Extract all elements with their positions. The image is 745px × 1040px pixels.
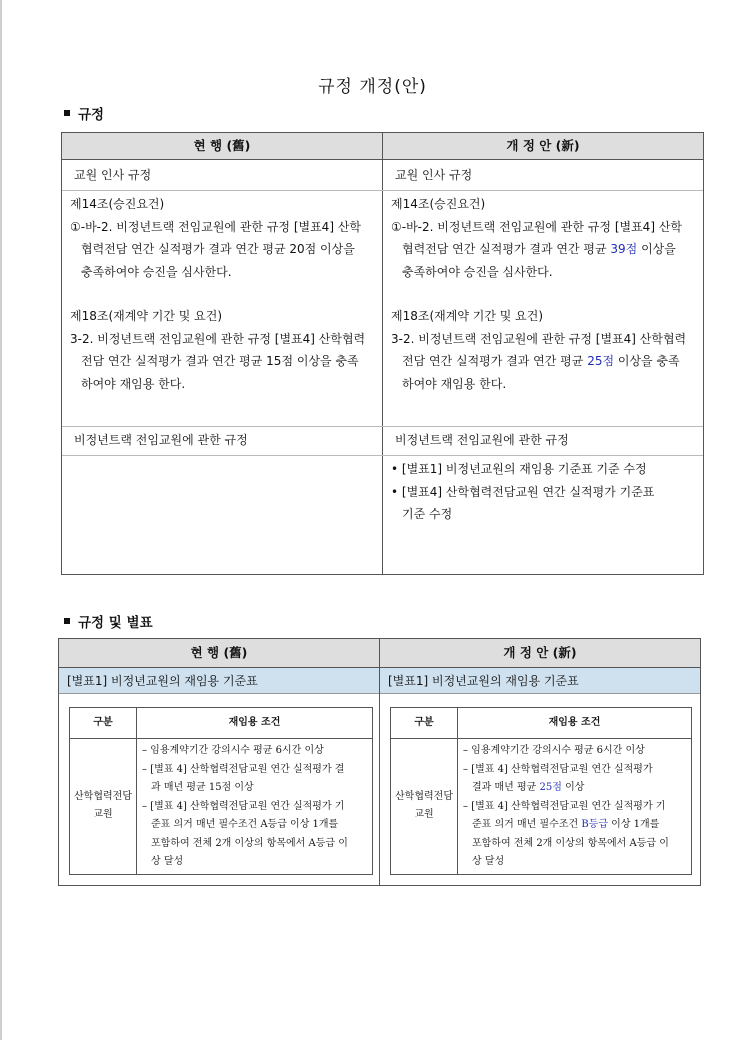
article-18-line: 하여야 재임용 한다. — [81, 376, 186, 391]
square-bullet-icon — [64, 110, 70, 116]
conditions-current — [142, 742, 372, 872]
new-articles — [391, 193, 699, 395]
article-18-line: 3-2. 비정년트랙 전임교원에 관한 규정 [별표4] 산학협력 — [70, 331, 366, 346]
section-heading-regulations-appendix — [64, 611, 153, 631]
condition-item: – [별표 4] 산학협력전담교원 연간 실적평가 결 — [142, 763, 345, 775]
article-18-title: 제18조(재계약 기간 및 요건) — [391, 309, 543, 323]
category-label: 산학협력전담 교원 — [74, 791, 132, 820]
condition-item: 포함하여 전체 2개 이상의 항목에서 A등급 이 — [472, 837, 669, 849]
category-label: 산학협력전담 교원 — [395, 791, 453, 820]
condition-item: 준표 의거 매년 필수조건 A등급 이상 1개를 — [151, 819, 339, 830]
bullet-item: • [별표1] 비정년교원의 재임용 기준표 기준 수정 — [391, 462, 647, 476]
criteria-table-new — [390, 707, 692, 875]
article-18-line: 하여야 재임용 한다. — [402, 376, 507, 391]
subheader-current: [별표1] 비정년교원의 재임용 기준표 — [59, 668, 379, 694]
row-divider — [62, 190, 703, 191]
condition-item: 포함하여 전체 2개 이상의 항목에서 A등급 이 — [151, 837, 348, 849]
conditions-new — [463, 742, 691, 872]
comparison-table-regulations — [61, 132, 704, 575]
row-label-current: 교원 인사 규정 — [74, 168, 152, 182]
article-18-title: 제18조(재계약 기간 및 요건) — [70, 309, 222, 323]
condition-item: 상 달성 — [151, 856, 184, 867]
col-header-category: 구분 — [391, 708, 457, 739]
criteria-table-current — [69, 707, 373, 875]
section-heading-regulations — [64, 103, 104, 123]
header-new: 개 정 안 (新) — [383, 133, 703, 160]
square-bullet-icon — [64, 618, 70, 624]
section-heading-text: 규정 및 별표 — [78, 615, 153, 631]
article-14-line: 협력전담 연간 실적평가 결과 연간 평균 20점 이상을 — [81, 242, 355, 256]
row-label-current: 비정년트랙 전임교원에 관한 규정 — [74, 433, 248, 447]
row-divider — [62, 455, 703, 456]
row-label-new: 교원 인사 규정 — [395, 168, 473, 182]
article-14-title: 제14조(승진요건) — [391, 197, 486, 211]
header-current: 현 행 (舊) — [59, 639, 379, 668]
condition-item: – 임용계약기간 강의시수 평균 6시간 이상 — [463, 745, 645, 756]
column-divider — [382, 133, 383, 574]
condition-item: 과 매년 평균 15점 이상 — [151, 782, 254, 793]
highlight-25: 25점 — [587, 354, 615, 368]
article-14-title: 제14조(승진요건) — [70, 197, 165, 211]
section-heading-text: 규정 — [78, 107, 105, 123]
condition-item: – [별표 4] 산학협력전담교원 연간 실적평가 — [463, 763, 653, 775]
inner-divider — [136, 708, 137, 874]
highlight-b-grade: B등급 — [581, 819, 608, 830]
row-label-new: 비정년트랙 전임교원에 관한 규정 — [395, 433, 569, 447]
bullet-item: • [별표4] 산학협력전담교원 연간 실적평가 기준표 — [391, 484, 655, 499]
article-14-line: ①-바-2. 비정년트랙 전임교원에 관한 규정 [별표4] 산학 — [391, 219, 683, 234]
article-14-line: 협력전담 연간 실적평가 결과 연간 평균 39점 이상을 — [402, 242, 676, 256]
condition-item: 결과 매년 평균 25점 이상 — [472, 782, 585, 793]
condition-item: – 임용계약기간 강의시수 평균 6시간 이상 — [142, 745, 324, 756]
condition-item: 상 달성 — [472, 856, 505, 867]
article-18-line: 3-2. 비정년트랙 전임교원에 관한 규정 [별표4] 산학협력 — [391, 331, 687, 346]
row-divider — [62, 426, 703, 427]
condition-item: – [별표 4] 산학협력전담교원 연간 실적평가 기 — [463, 800, 666, 812]
condition-item: 준표 의거 매년 필수조건 B등급 이상 1개를 — [472, 819, 660, 830]
subheader-new: [별표1] 비정년교원의 재임용 기준표 — [380, 668, 700, 694]
col-header-conditions: 재임용 조건 — [137, 708, 372, 739]
column-divider — [379, 639, 380, 885]
page-edge — [0, 0, 2, 1040]
article-18-line: 전담 연간 실적평가 결과 연간 평균 15점 이상을 충족 — [81, 354, 359, 368]
col-header-category: 구분 — [70, 708, 136, 739]
comparison-table-appendix — [58, 638, 701, 886]
highlight-25: 25점 — [539, 782, 562, 793]
article-18-line: 전담 연간 실적평가 결과 연간 평균 25점 이상을 충족 — [402, 354, 680, 368]
bullet-item: 기준 수정 — [402, 507, 453, 521]
inner-divider — [457, 708, 458, 874]
current-articles — [70, 193, 378, 395]
new-bullets — [391, 458, 699, 526]
document-title: 규정 개정(안) — [318, 77, 427, 97]
highlight-39: 39점 — [610, 242, 638, 256]
condition-item: – [별표 4] 산학협력전담교원 연간 실적평가 기 — [142, 800, 345, 812]
article-14-line: ①-바-2. 비정년트랙 전임교원에 관한 규정 [별표4] 산학 — [70, 219, 362, 234]
article-14-line: 충족하여야 승진을 심사한다. — [81, 264, 232, 279]
article-14-line: 충족하여야 승진을 심사한다. — [402, 264, 553, 279]
header-new: 개 정 안 (新) — [380, 639, 700, 668]
header-current: 현 행 (舊) — [62, 133, 382, 160]
col-header-conditions: 재임용 조건 — [458, 708, 691, 739]
